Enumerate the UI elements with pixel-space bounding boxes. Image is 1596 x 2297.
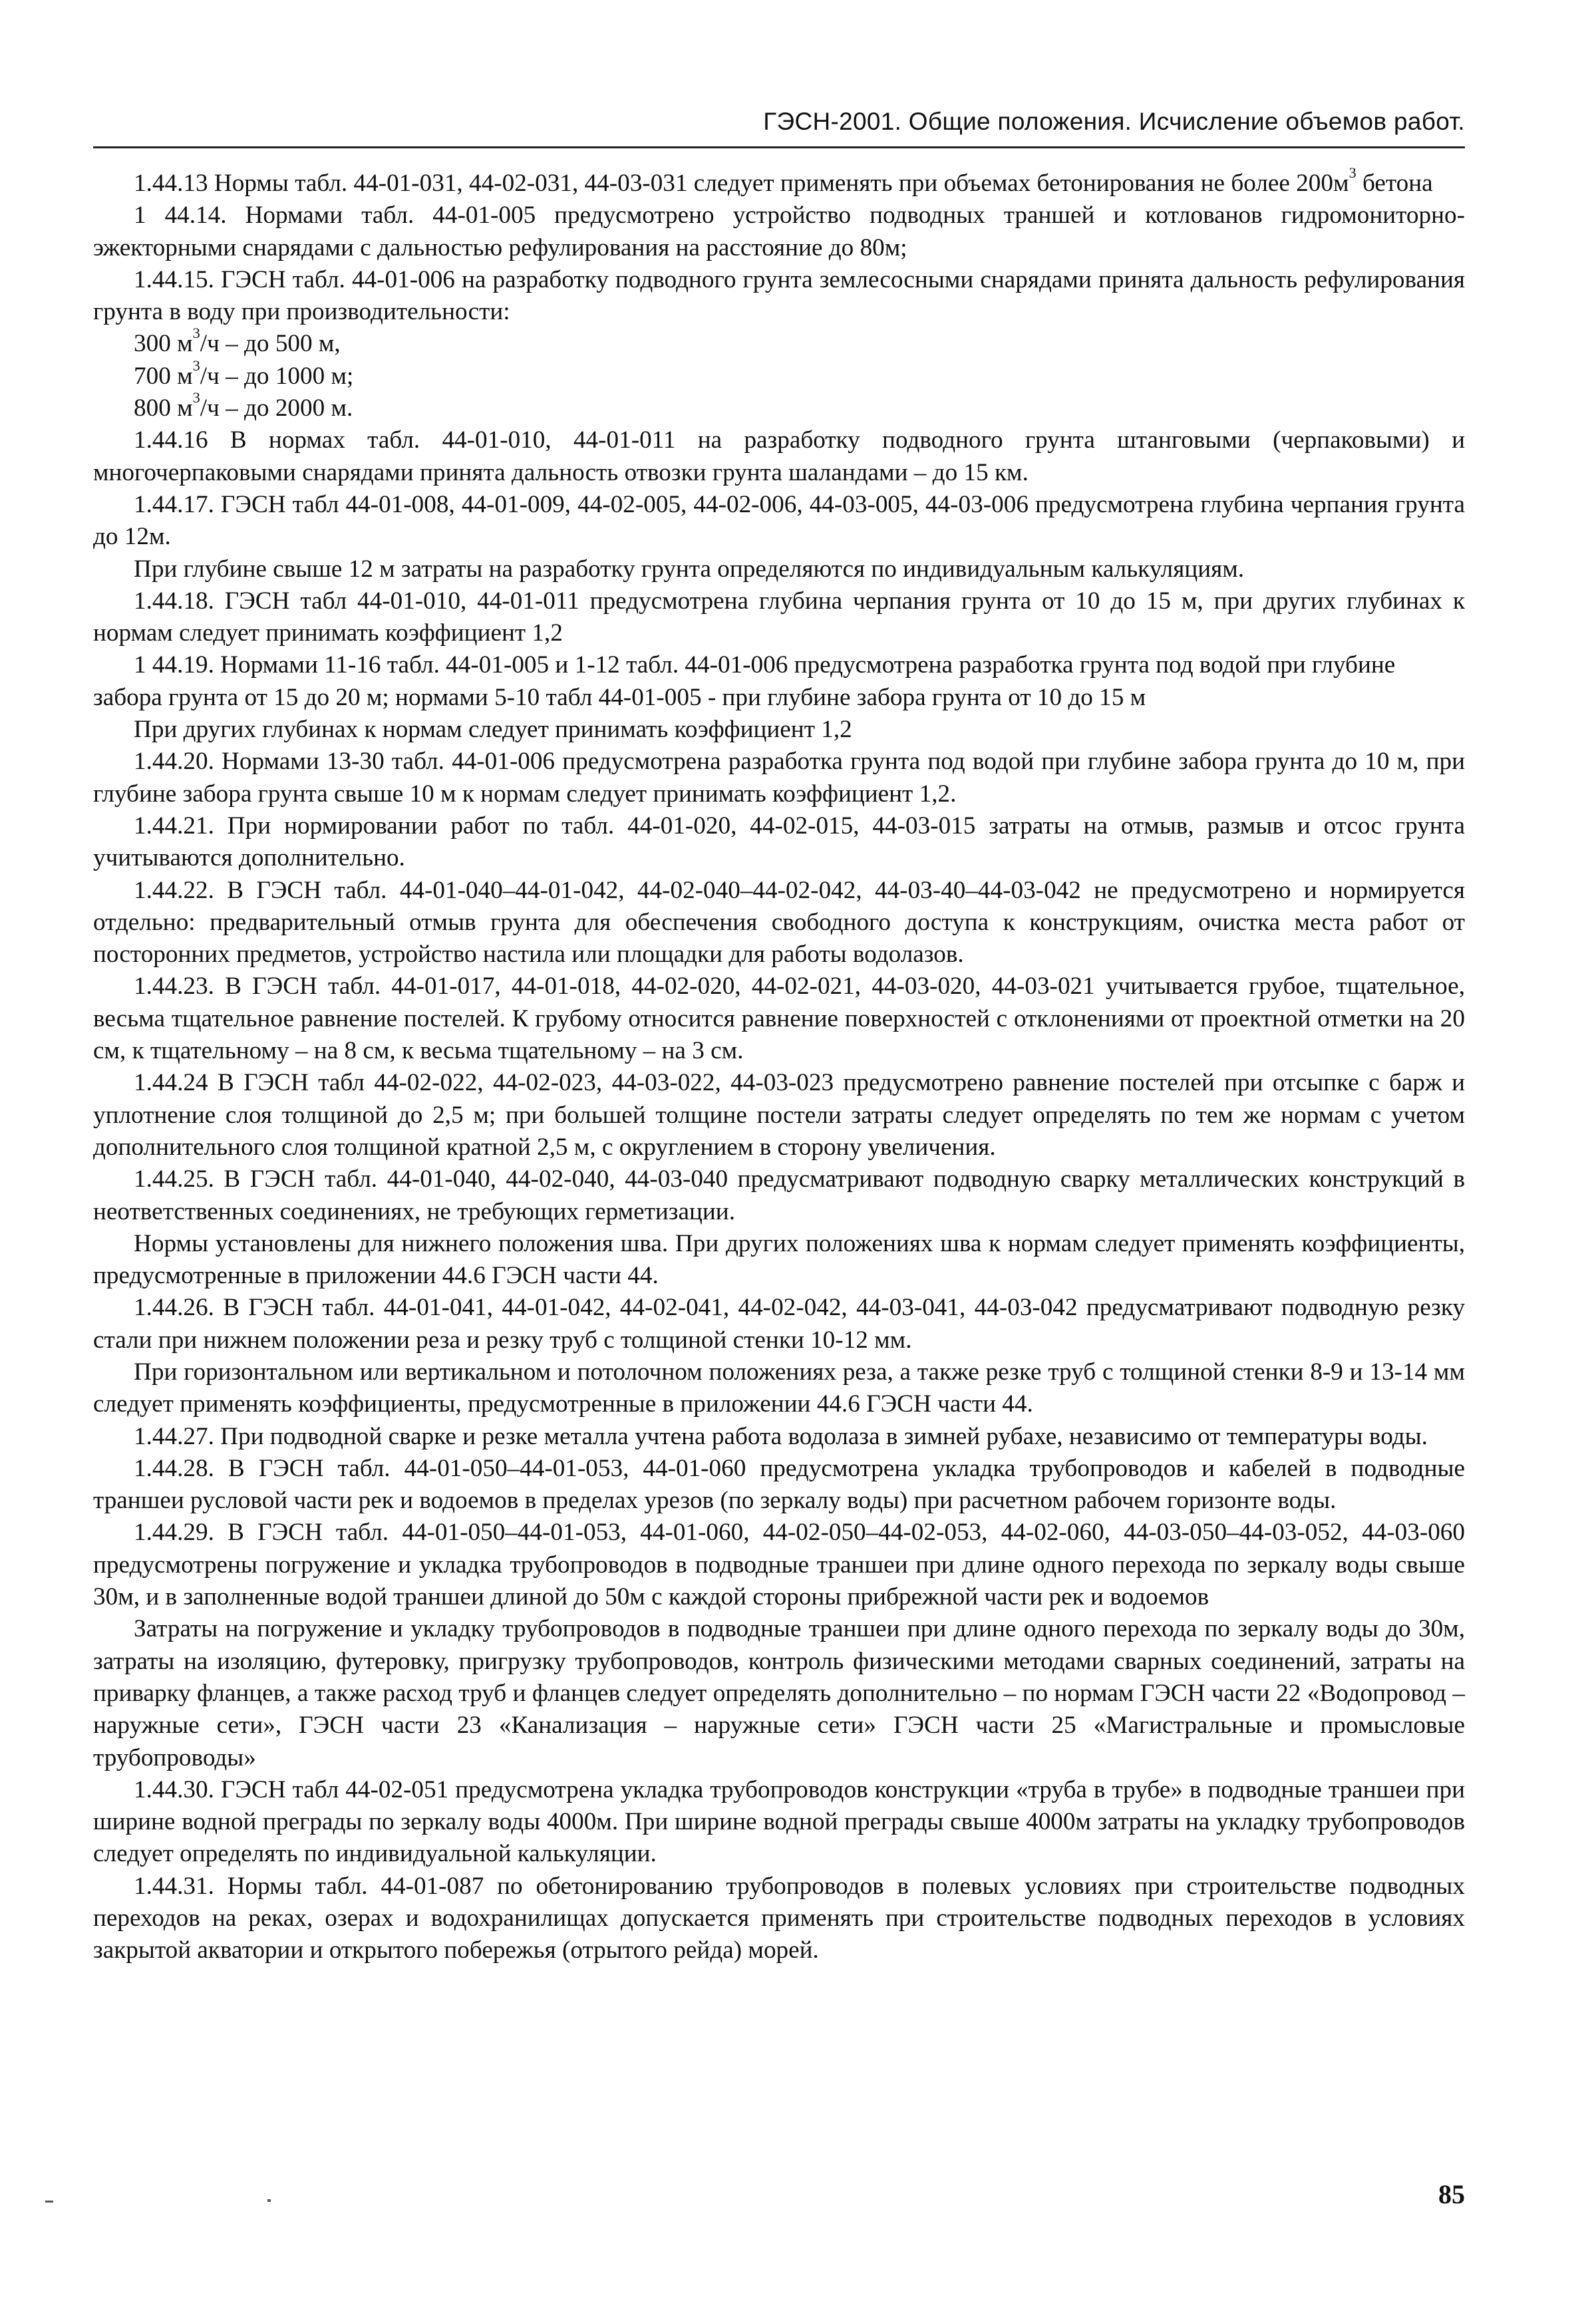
scan-speck: [267, 2199, 271, 2202]
list-item-capacity-700: [93, 357, 1465, 392]
paragraph-1-44-16: 1.44.16 В нормах табл. 44-01-010, 44-01-011 на разработку подводного грунта штанговыми (черпаковыми) и многочерпаковыми снарядами принята дальность отвозки грунта шаландами – до 15 км.: [93, 426, 1465, 486]
paragraph-1-44-20: 1.44.20. Нормами 13-30 табл. 44-01-006 предусмотрена разработка грунта под водой при глубине забора грунта до 10 м, при глубине забора грунта свыше 10 м к нормам следует принимать коэффициент 1,2.: [93, 748, 1465, 808]
running-header: [93, 105, 1465, 148]
paragraph-1-44-23: 1.44.23. В ГЭСН табл. 44-01-017, 44-01-018, 44-02-020, 44-02-021, 44-03-020, 44-03-021 учитывается грубое, тщательное, весьма тщательное равнение постелей. К грубому относится равнение поверхностей с отклонениями от проектной отметки на 20 см, к тщательному – на 8 см, к весьма тщательному – на 3 см.: [93, 973, 1465, 1065]
paragraph-1-44-14: 1 44.14. Нормами табл. 44-01-005 предусмотрено устройство подводных траншей и котлованов гидромониторно-эжекторными снарядами с дальностью рефулирования на расстояние до 80м;: [93, 202, 1465, 261]
paragraph-1-44-19-note: При других глубинах к нормам следует принимать коэффициент 1,2: [134, 716, 852, 744]
list-item-capacity-300: [93, 325, 1465, 360]
paragraph-text: бетона: [1356, 170, 1433, 197]
paragraph-1-44-29: 1.44.29. В ГЭСН табл. 44-01-050–44-01-053, 44-01-060, 44-02-050–44-02-053, 44-02-060, 44-03-050–44-03-052, 44-03-060 предусмотрены погружение и укладка трубопроводов в подводные траншеи при длине одного перехода по зеркалу воды свыше 30м, и в заполненные водой траншеи длиной до 50м с каждой стороны прибрежной части рек и водоемов: [93, 1519, 1465, 1611]
paragraph-1-44-17: 1.44.17. ГЭСН табл 44-01-008, 44-01-009, 44-02-005, 44-02-006, 44-03-005, 44-03-006 предусмотрена глубина черпания грунта до 12м.: [93, 490, 1465, 551]
paragraph-1-44-29-note: Затраты на погружение и укладку трубопроводов в подводные траншеи при длине одного перехода по зеркалу воды до 30м, затраты на изоляцию, футеровку, пригрузку трубопроводов, контроль физическими методами сварных соединений, затраты на приварку фланцев, а также расход труб и фланцев следует определять дополнительно – по нормам ГЭСН части 22 «Водопровод – наружные сети», ГЭСН части 23 «Канализация – наружные сети» ГЭСН части 25 «Магистральные и промысловые трубопроводы»: [93, 1615, 1465, 1771]
paragraph-1-44-25: 1.44.25. В ГЭСН табл. 44-01-040, 44-02-040, 44-03-040 предусматривают подводную сварку металлических конструкций в неответственных соединениях, не требующих герметизации.: [93, 1165, 1465, 1225]
paragraph-1-44-24: 1.44.24 В ГЭСН табл 44-02-022, 44-02-023, 44-03-022, 44-03-023 предусмотрено равнение постелей при отсыпке с барж и уплотнение слоя толщиной до 2,5 м; при большей толщине постели затраты следует определять по тем же нормам с учетом дополнительного слоя толщиной кратной 2,5 м, с округлением в сторону увеличения.: [93, 1069, 1465, 1161]
list-text: /ч – до 2000 м.: [200, 394, 353, 422]
list-text: /ч – до 500 м,: [200, 330, 341, 358]
superscript: 3: [192, 389, 200, 406]
page-body: [93, 164, 1465, 1967]
paragraph-text: 1.44.13 Нормы табл. 44-01-031, 44-02-031, 44-03-031 следует применять при объемах бетонирования не более 200м: [134, 170, 1349, 197]
page-number: 85: [1438, 2179, 1465, 2209]
paragraph-1-44-26: 1.44.26. В ГЭСН табл. 44-01-041, 44-01-042, 44-02-041, 44-02-042, 44-03-041, 44-03-042 предусматривают подводную резку стали при нижнем положении реза и резку труб с толщиной стенки 10-12 мм.: [93, 1294, 1465, 1354]
list-text: 300 м: [134, 330, 193, 358]
list-text: /ч – до 1000 м;: [200, 362, 354, 390]
paragraph-1-44-30: 1.44.30. ГЭСН табл 44-02-051 предусмотрена укладка трубопроводов конструкции «труба в трубе» в подводные траншеи при ширине водной преграды по зеркалу воды 4000м. При ширине водной преграды свыше 4000м затраты на укладку трубопроводов следует определять по индивидуальной калькуляции.: [93, 1775, 1465, 1868]
superscript: 3: [1349, 164, 1357, 181]
paragraph-1-44-27: 1.44.27. При подводной сварке и резке металла учтена работа водолаза в зимней рубахе, независимо от температуры воды.: [134, 1422, 1428, 1450]
paragraph-1-44-26-note: При горизонтальном или вертикальном и потолочном положениях реза, а также резке труб с толщиной стенки 8-9 и 13-14 мм следует применять коэффициенты, предусмотренные в приложении 44.6 ГЭСН части 44.: [93, 1358, 1465, 1418]
paragraph-1-44-19: 1 44.19. Нормами 11-16 табл. 44-01-005 и 1-12 табл. 44-01-006 предусмотрена разработка грунта под водой при глубине забора грунта от 15 до 20 м; нормами 5-10 табл 44-01-005 - при глубине забора грунта от 10 до 15 м: [93, 651, 1396, 711]
scan-speck: [45, 2201, 53, 2203]
paragraph-1-44-22: 1.44.22. В ГЭСН табл. 44-01-040–44-01-042, 44-02-040–44-02-042, 44-03-40–44-03-042 не предусмотрено и нормируется отдельно: предварительный отмыв грунта для обеспечения свободного доступа к конструкциям, очистка места работ от посторонних предметов, устройство настила или площадки для работы водолазов.: [93, 876, 1465, 969]
paragraph-1-44-25-note: Нормы установлены для нижнего положения шва. При других положениях шва к нормам следует применять коэффициенты, предусмотренные в приложении 44.6 ГЭСН части 44.: [93, 1229, 1465, 1290]
list-text: 800 м: [134, 394, 193, 422]
paragraph-1-44-31: 1.44.31. Нормы табл. 44-01-087 по обетонированию трубопроводов в полевых условиях при строительстве подводных переходов на реках, озерах и водохранилищах допускается применять при строительстве подводных переходов в условиях закрытой акватории и открытого побережья (отрытого рейда) морей.: [93, 1872, 1465, 1964]
paragraph-1-44-28: 1.44.28. В ГЭСН табл. 44-01-050–44-01-053, 44-01-060 предусмотрена укладка трубопроводов и кабелей в подводные траншеи русловой части рек и водоемов в пределах урезов (по зеркалу воды) при расчетном рабочем горизонте воды.: [93, 1454, 1465, 1515]
superscript: 3: [192, 357, 200, 374]
paragraph-1-44-15: 1.44.15. ГЭСН табл. 44-01-006 на разработку подводного грунта землесосными снарядами принята дальность рефулирования грунта в воду при производительности:: [93, 265, 1465, 326]
paragraph-1-44-18: 1.44.18. ГЭСН табл 44-01-010, 44-01-011 предусмотрена глубина черпания грунта от 10 до 15 м, при других глубинах к нормам следует принимать коэффициент 1,2: [93, 587, 1465, 647]
header-title: ГЭСН-2001. Общие положения. Исчисление объемов работ.: [763, 108, 1465, 135]
paragraph-1-44-17-note: При глубине свыше 12 м затраты на разработку грунта определяются по индивидуальным калькуляциям.: [134, 555, 1245, 583]
list-item-capacity-800: [93, 389, 1465, 424]
superscript: 3: [192, 325, 200, 342]
paragraph-1-44-21: 1.44.21. При нормировании работ по табл. 44-01-020, 44-02-015, 44-03-015 затраты на отмыв, размыв и отсос грунта учитываются дополнительно.: [93, 812, 1465, 872]
paragraph-1-44-13: [93, 164, 1465, 200]
list-text: 700 м: [134, 362, 193, 390]
